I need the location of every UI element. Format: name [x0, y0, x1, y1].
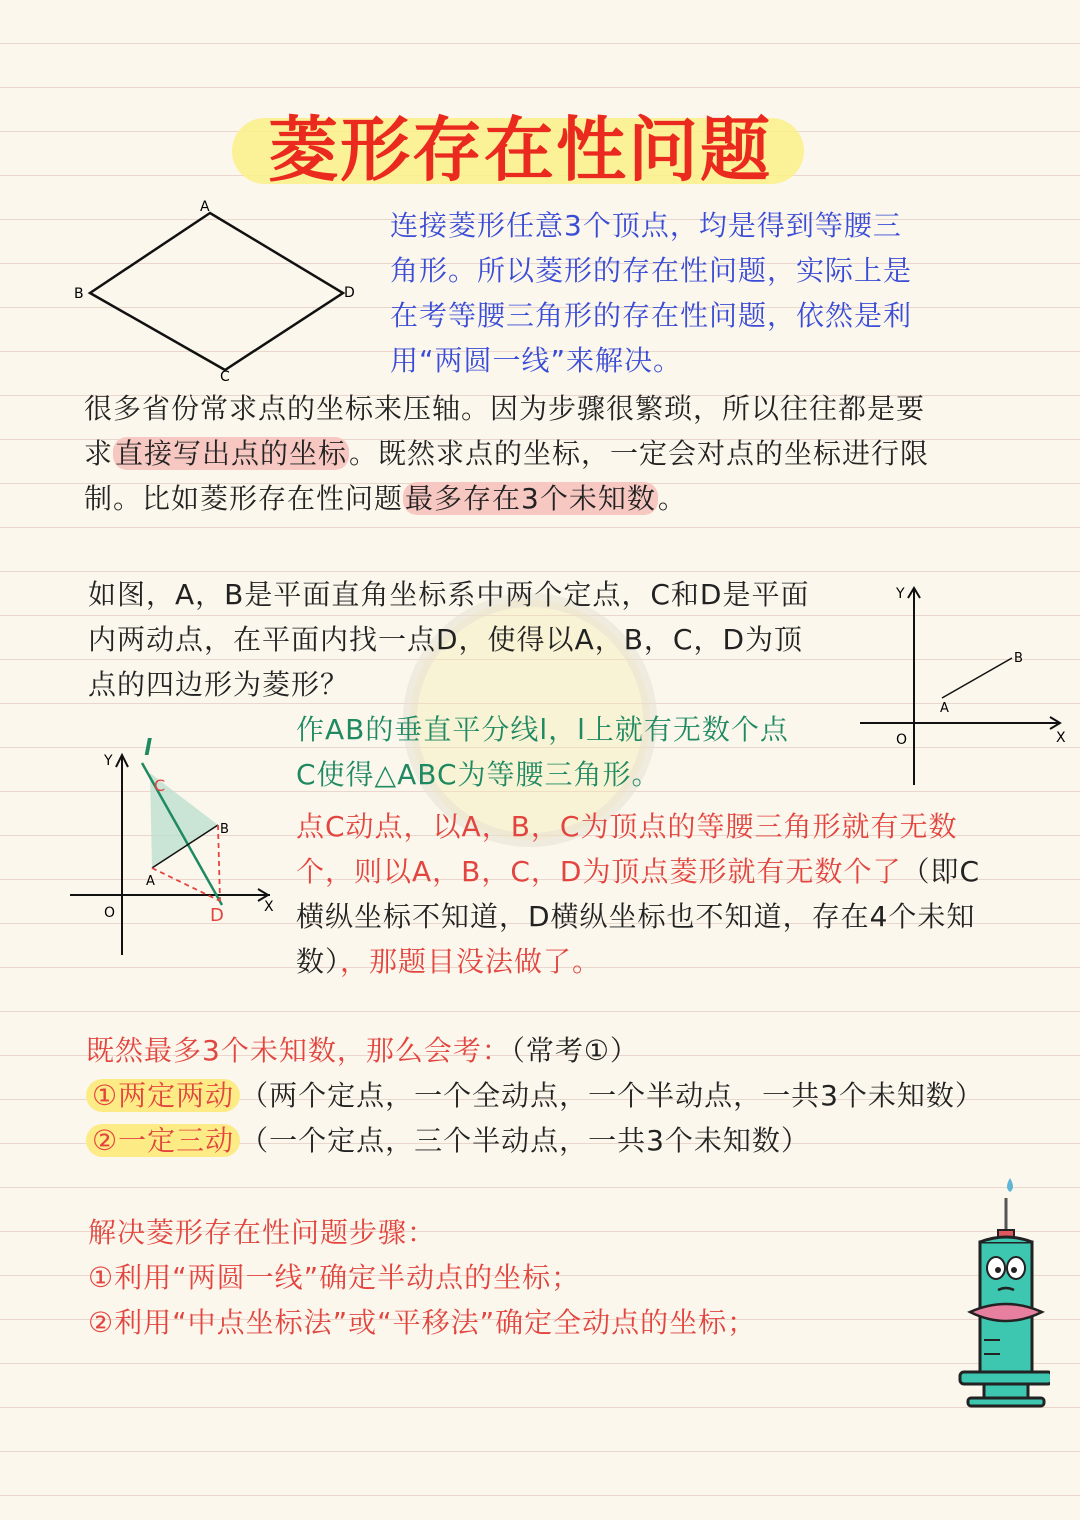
explanation-line1: 很多省份常求点的坐标来压轴。因为步骤很繁琐，所以往往都是要 [84, 392, 926, 425]
axis-y-label: Y [104, 753, 113, 769]
exam-heading: 既然最多3个未知数，那么会考：（常考①） [86, 1034, 639, 1067]
exam-item-1: ①两定两动 （两个定点，一个全动点，一个半动点，一共3个未知数） [86, 1073, 1056, 1118]
segment-ab [942, 658, 1012, 698]
point-b-label: B [1014, 651, 1023, 666]
step-2: ②利用“中点坐标法”或“平移法”确定全动点的坐标； [88, 1306, 757, 1339]
question-paragraph [88, 572, 888, 707]
coordinate-diagram-2 [70, 735, 285, 960]
axis-x-label: X [264, 899, 274, 915]
intro-line: 角形。所以菱形的存在性问题，实际上是 [390, 254, 913, 287]
rhombus-label-d: D [344, 285, 355, 301]
infinite-line2: 个，则以A，B，C，D为顶点菱形就有无数个了（即C [296, 855, 981, 888]
infinite-solutions-paragraph [296, 804, 1056, 984]
rhombus-shape [90, 213, 343, 370]
exam-types-section [86, 1028, 1056, 1163]
line-l-label: l [144, 736, 152, 761]
explanation-line2: 求直接写出点的坐标。既然求点的坐标，一定会对点的坐标进行限 [84, 437, 930, 470]
point-c-label: C [154, 776, 166, 795]
bisector-explanation [296, 707, 896, 797]
question-line: 如图，A，B是平面直角坐标系中两个定点，C和D是平面 [88, 578, 810, 611]
steps-heading: 解决菱形存在性问题步骤： [88, 1216, 437, 1249]
exam-item-2: ②一定三动 （一个定点，三个半动点，一共3个未知数） [86, 1118, 1056, 1163]
rhombus-diagram [60, 195, 370, 385]
highlight-one-fixed-three-moving: ②一定三动 [86, 1124, 240, 1157]
intro-line: 在考等腰三角形的存在性问题，依然是利 [390, 299, 913, 332]
point-b-label: B [220, 822, 229, 837]
question-line: 点的四边形为菱形？ [88, 668, 350, 701]
point-a-label: A [940, 701, 949, 716]
highlight-two-fixed-two-moving: ①两定两动 [86, 1079, 240, 1112]
question-line: 内两动点，在平面内找一点D，使得以A，B，C，D为顶 [88, 623, 804, 656]
highlight-direct-coords: 直接写出点的坐标 [115, 437, 348, 470]
origin-label: O [896, 732, 908, 748]
intro-line: 连接菱形任意3个顶点，均是得到等腰三 [390, 209, 902, 242]
infinite-line1: 点C动点，以A，B，C为顶点的等腰三角形就有无数 [296, 810, 958, 843]
rhombus-label-a: A [200, 199, 210, 215]
page-title: 菱形存在性问题 [268, 109, 772, 191]
intro-paragraph [390, 203, 1050, 383]
point-d-label: D [210, 905, 224, 926]
rhombus-label-b: B [74, 286, 84, 302]
axis-x-label: X [1056, 730, 1066, 746]
bisector-line: 作AB的垂直平分线l，l上就有无数个点 [296, 713, 789, 746]
point-a-label: A [146, 874, 155, 889]
infinite-line3: 横纵坐标不知道，D横纵坐标也不知道，存在4个未知 [296, 900, 976, 933]
step-1: ①利用“两圆一线”确定半动点的坐标； [88, 1261, 581, 1294]
intro-line: 用“两圆一线”来解决。 [390, 344, 683, 377]
rhombus-label-c: C [220, 369, 230, 385]
solution-steps [88, 1210, 948, 1345]
infinite-line4: 数），那题目没法做了。 [296, 945, 602, 978]
bisector-line: C使得△ABC为等腰三角形。 [296, 758, 661, 791]
syringe-mascot-illustration [940, 1172, 1050, 1412]
axis-y-label: Y [896, 586, 905, 602]
explanation-line3: 制。比如菱形存在性问题最多存在3个未知数。 [84, 482, 687, 515]
origin-label: O [104, 905, 116, 921]
highlight-max-unknowns: 最多存在3个未知数 [405, 482, 656, 515]
explanation-paragraph [84, 386, 1044, 521]
